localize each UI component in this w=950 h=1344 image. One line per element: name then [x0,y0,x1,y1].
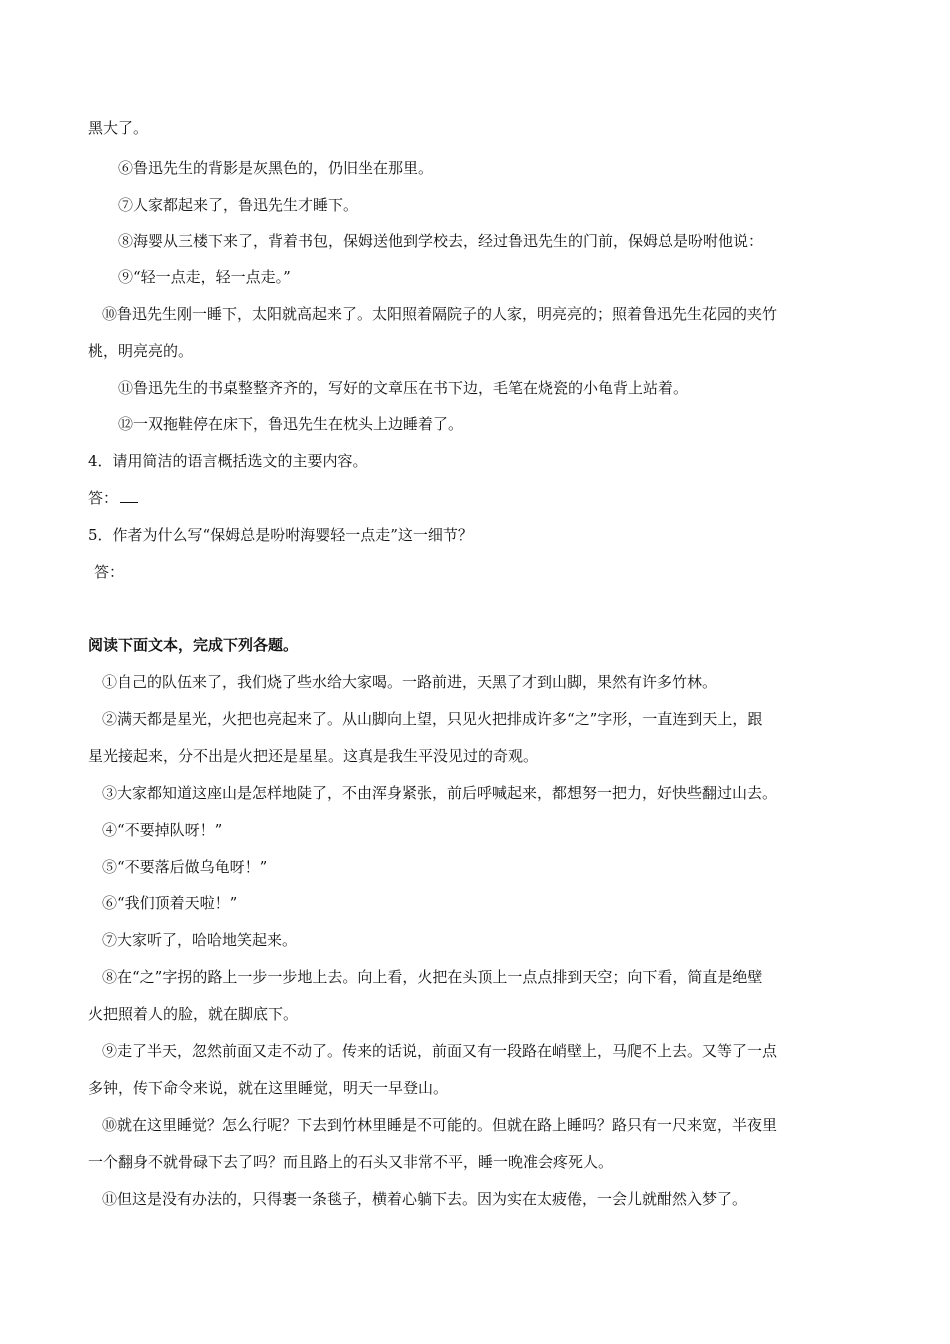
passage2-para-9-line1: ⑨走了半天，忽然前面又走不动了。传来的话说，前面又有一段路在峭壁上，马爬不上去。又等了一点 [102,1042,778,1060]
passage1-para-10-line2: 桃，明亮亮的。 [88,342,194,360]
question-5: 5．作者为什么写“保姆总是吩咐海婴轻一点走”这一细节？ [88,526,473,544]
answer-blank[interactable] [120,488,138,503]
passage1-para-8: ⑧海婴从三楼下来了，背着书包，保姆送他到学校去，经过鲁迅先生的门前，保姆总是吩咐他说： [118,232,764,250]
passage2-para-2-line2: 星光接起来，分不出是火把还是星星。这真是我生平没见过的奇观。 [88,747,539,765]
passage1-para-9: ⑨“轻一点走，轻一点走。” [118,268,291,286]
passage1-para-10-line1: ⑩鲁迅先生刚一睡下，太阳就高起来了。太阳照着隔院子的人家，明亮亮的；照着鲁迅先生花园的夹竹 [102,305,778,323]
passage2-heading: 阅读下面文本，完成下列各题。 [88,636,299,654]
passage1-para-6: ⑥鲁迅先生的背影是灰黑色的，仍旧坐在那里。 [118,159,434,177]
passage2-para-11: ⑪但这是没有办法的，只得裹一条毯子，横着心躺下去。因为实在太疲倦，一会儿就酣然入梦了。 [102,1190,748,1208]
passage2-para-8-line2: 火把照着人的脸，就在脚底下。 [88,1005,299,1023]
passage1-para-7: ⑦人家都起来了，鲁迅先生才睡下。 [118,196,359,214]
question-5-answer-label: 答： [94,563,125,581]
passage2-para-10-line1: ⑩就在这里睡觉？怎么行呢？下去到竹林里睡是不可能的。但就在路上睡吗？路只有一尺来宽，半夜里 [102,1116,778,1134]
question-4: 4．请用简洁的语言概括选文的主要内容。 [88,452,368,470]
passage2-para-3: ③大家都知道这座山是怎样地陡了，不由浑身紧张，前后呼喊起来，都想努一把力，好快些翻过山去。 [102,784,778,802]
passage2-para-8-line1: ⑧在“之”字拐的路上一步一步地上去。向上看，火把在头顶上一点点排到天空；向下看，简直是绝壁 [102,968,763,986]
passage2-para-5: ⑤“不要落后做乌龟呀！” [102,858,268,876]
passage2-para-6: ⑥“我们顶着天啦！” [102,894,238,912]
question-4-answer-label: 答： [88,489,119,507]
passage2-para-7: ⑦大家听了，哈哈地笑起来。 [102,931,298,949]
question-4-answer-row [88,488,138,508]
passage1-para-11: ⑪鲁迅先生的书桌整整齐齐的，写好的文章压在书下边，毛笔在烧瓷的小龟背上站着。 [118,379,689,397]
passage1-para-12: ⑫一双拖鞋停在床下，鲁迅先生在枕头上边睡着了。 [118,415,464,433]
passage2-para-1: ①自己的队伍来了，我们烧了些水给大家喝。一路前进，天黑了才到山脚，果然有许多竹林。 [102,673,718,691]
passage2-para-9-line2: 多钟，传下命令来说，就在这里睡觉，明天一早登山。 [88,1079,449,1097]
passage2-para-10-line2: 一个翻身不就骨碌下去了吗？而且路上的石头又非常不平，睡一晚准会疼死人。 [88,1153,614,1171]
passage2-para-4: ④“不要掉队呀！” [102,821,223,839]
passage2-para-2-line1: ②满天都是星光，火把也亮起来了。从山脚向上望，只见火把排成许多“之”字形，一直连到天上，跟 [102,710,763,728]
passage1-line-cont: 黑大了。 [88,119,149,137]
